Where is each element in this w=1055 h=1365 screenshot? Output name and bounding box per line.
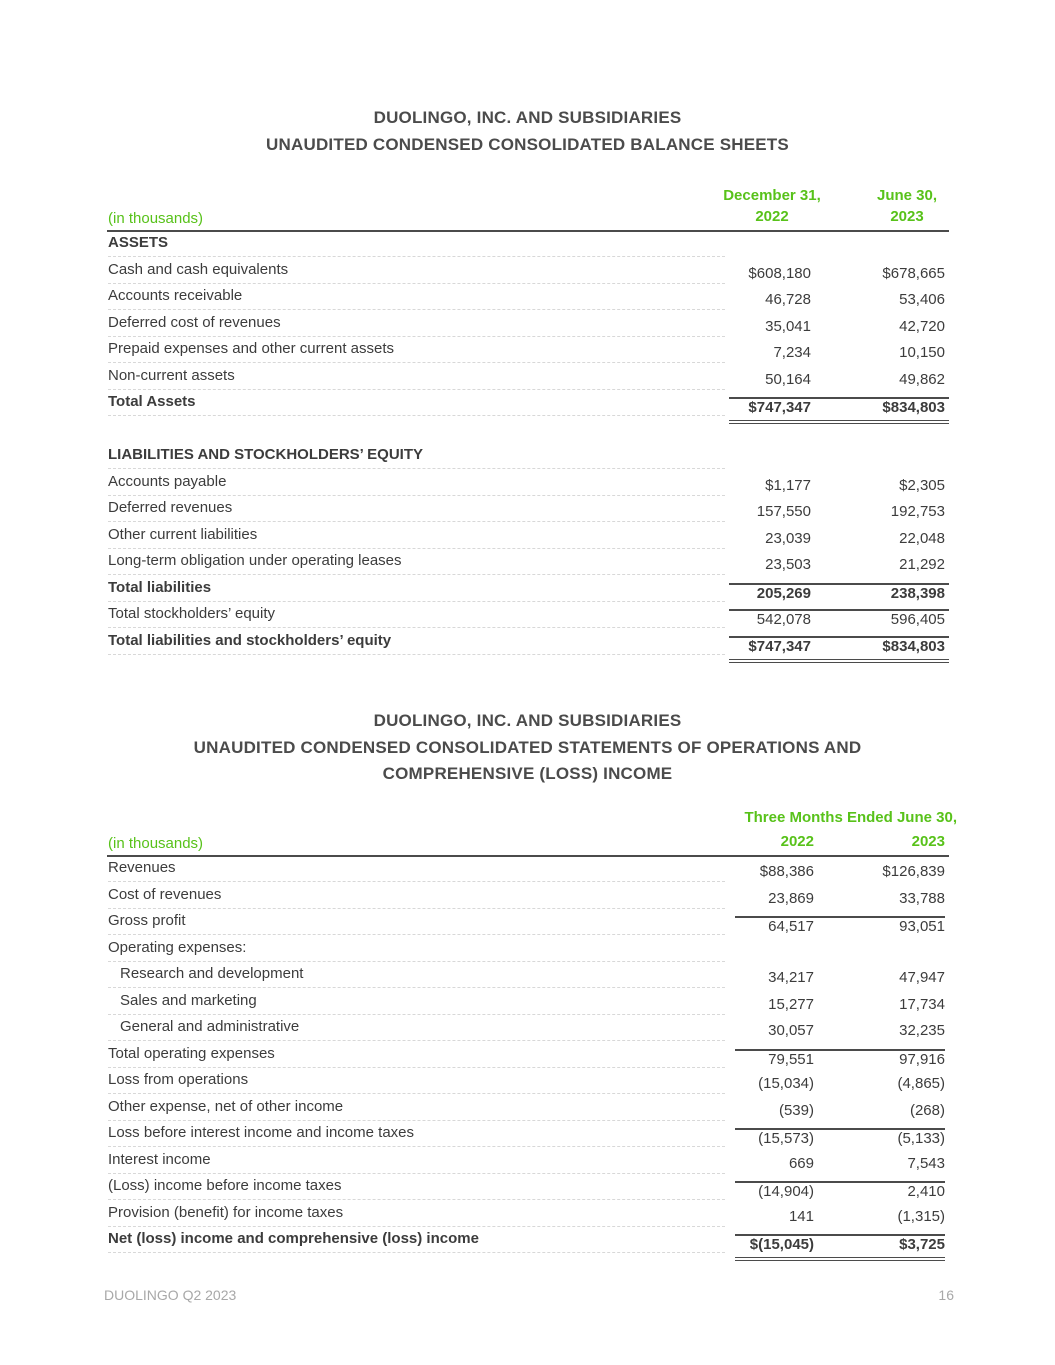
company-name: DUOLINGO, INC. AND SUBSIDIARIES: [373, 711, 682, 730]
table-row: Cash and cash equivalents $608,180 $678,665: [108, 260, 945, 282]
table-header: [107, 182, 949, 232]
total-equity-row: Total stockholders’ equity 542,078 596,405: [107, 603, 949, 630]
table-row: Other expense, net of other income (539) (268): [108, 1097, 945, 1119]
table-row: Non-current assets 50,164 49,862: [108, 366, 945, 388]
balance-sheet-title: [0, 105, 1055, 158]
statement-name-line2: COMPREHENSIVE (LOSS) INCOME: [382, 764, 673, 783]
period-header: Three Months Ended June 30,: [744, 809, 957, 826]
table-row: Deferred cost of revenues 35,041 42,720: [108, 313, 945, 335]
total-assets-row: Total Assets $747,347 $834,803: [107, 391, 949, 418]
income-statement-table: [107, 806, 957, 1255]
column-header-dec-2022: December 31, 2022: [723, 187, 821, 225]
table-row: (Loss) income before income taxes (14,904) 2,410: [107, 1175, 949, 1202]
statement-name-line1: UNAUDITED CONDENSED CONSOLIDATED STATEMENTS OF OPERATIONS AND: [193, 737, 862, 757]
table-row: Revenues $88,386 $126,839: [108, 859, 945, 880]
table-row: Deferred revenues 157,550 192,753: [108, 499, 945, 520]
units-label: (in thousands): [108, 210, 204, 227]
table-row: Gross profit 64,517 93,051: [107, 910, 949, 937]
table-row: Loss from operations (15,034) (4,865): [108, 1071, 945, 1092]
footer-report-name: DUOLINGO Q2 2023: [104, 1287, 237, 1303]
total-liabilities-row: Total liabilities 205,269 238,398: [107, 577, 949, 604]
table-row: Total operating expenses 79,551 97,916: [107, 1043, 949, 1070]
statement-name: UNAUDITED CONDENSED CONSOLIDATED BALANCE SHEETS: [266, 134, 789, 154]
table-row: Cost of revenues 23,869 33,788: [108, 885, 945, 907]
table-row: Operating expenses:: [107, 937, 949, 964]
column-header-jun-2023: June 30, 2023: [876, 187, 938, 225]
table-row: Research and development 34,217 47,947: [107, 963, 949, 990]
section-heading-assets: ASSETS: [107, 232, 949, 259]
table-row: Long-term obligation under operating leases 23,503 21,292: [108, 552, 945, 573]
table-row: Sales and marketing 15,277 17,734: [107, 990, 949, 1017]
table-row: Interest income 669 7,543: [108, 1150, 945, 1172]
table-header: [107, 806, 957, 857]
section-heading-liabilities: LIABILITIES AND STOCKHOLDERS’ EQUITY: [107, 444, 949, 471]
company-name: DUOLINGO, INC. AND SUBSIDIARIES: [373, 108, 682, 127]
column-header-2023: 2023: [911, 833, 945, 850]
table-row: Loss before interest income and income taxes (15,573) (5,133): [107, 1122, 949, 1149]
total-liabilities-equity-row: Total liabilities and stockholders’ equity $747,347 $834,803: [107, 630, 949, 657]
page-number: 16: [938, 1287, 954, 1303]
table-row: General and administrative 30,057 32,235: [107, 1016, 949, 1043]
table-row: Accounts payable $1,177 $2,305: [108, 472, 945, 494]
table-row: Prepaid expenses and other current assets 7,234 10,150: [108, 340, 945, 361]
table-row: Accounts receivable 46,728 53,406: [108, 287, 945, 308]
balance-sheet-table: [107, 182, 949, 656]
column-header-2022: 2022: [780, 833, 814, 850]
table-row: Provision (benefit) for income taxes 141 (1,315): [108, 1203, 945, 1225]
income-statement-title: [0, 708, 1055, 788]
net-income-row: Net (loss) income and comprehensive (loss) income $(15,045) $3,725: [107, 1228, 949, 1255]
table-row: Other current liabilities 23,039 22,048: [108, 525, 945, 547]
units-label: (in thousands): [108, 835, 204, 852]
